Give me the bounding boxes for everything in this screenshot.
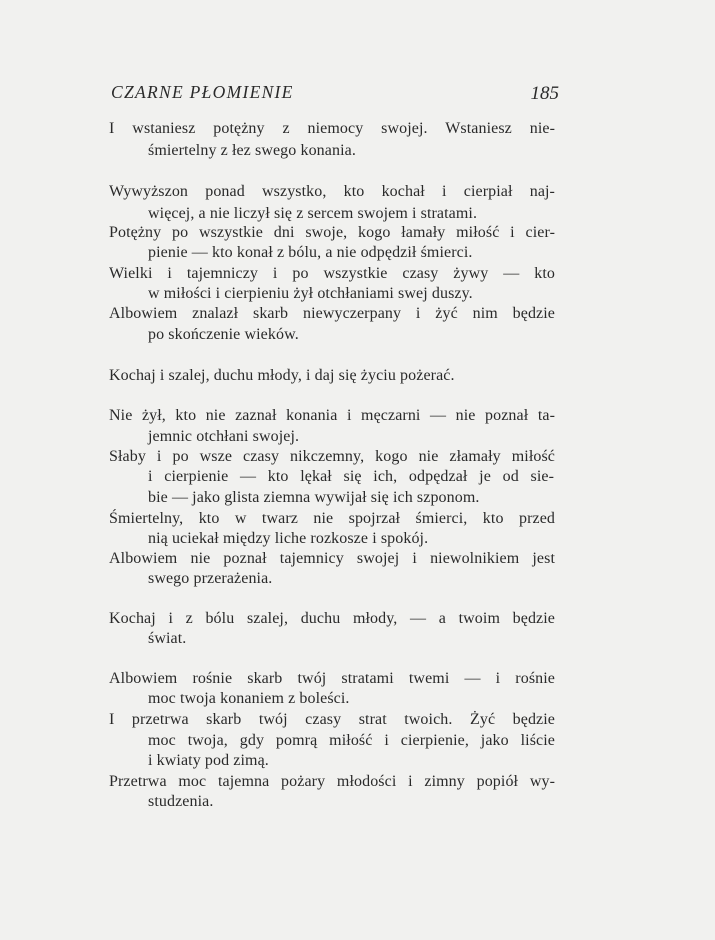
page-header	[111, 82, 559, 108]
text-line: i cierpienie — kto lękał się ich, odpędzał je od sie-	[148, 468, 554, 485]
text-line: Albowiem nie poznał tajemnicy swojej i niewolnikiem jest	[109, 550, 555, 567]
text-line: po skończenie wieków.	[148, 326, 299, 343]
text-line: I przetrwa skarb twój czasy strat twoich. Żyć będzie	[109, 711, 555, 728]
text-line: pienie — kto konał z bólu, a nie odpędził śmierci.	[148, 244, 473, 261]
page-number: 185	[530, 83, 559, 104]
text-line: moc twoja, gdy pomrą miłość i cierpienie, jako liście	[148, 732, 555, 749]
text-line: Albowiem znalazł skarb niewyczerpany i żyć nim będzie	[109, 305, 555, 322]
text-line: więcej, a nie liczył się z sercem swojem i stratami.	[148, 205, 478, 222]
text-line: Albowiem rośnie skarb twój stratami twemi — i rośnie	[109, 670, 555, 687]
text-line: Wywyższon ponad wszystko, kto kochał i cierpiał naj-	[109, 183, 555, 200]
text-line: w miłości i cierpieniu żył otchłaniami swej duszy.	[148, 285, 473, 302]
text-line: Kochaj i szalej, duchu młody, i daj się życiu pożerać.	[109, 367, 455, 384]
text-line: Przetrwa moc tajemna pożary młodości i zimny popiół wy-	[109, 773, 555, 790]
text-line: bie — jako glista ziemna wywijał się ich szponom.	[148, 489, 480, 506]
text-line: nią uciekał między liche rozkosze i spokój.	[148, 530, 429, 547]
text-line: Nie żył, kto nie zaznał konania i męczarni — nie poznał ta-	[109, 407, 555, 424]
text-line: jemnic otchłani swojej.	[148, 428, 300, 445]
text-line: śmiertelny z łez swego konania.	[148, 142, 356, 159]
text-line: swego przerażenia.	[148, 570, 273, 587]
text-line: Słaby i po wsze czasy nikczemny, kogo nie złamały miłość	[109, 448, 555, 465]
text-line: Potężny po wszystkie dni swoje, kogo łamały miłość i cier-	[109, 224, 555, 241]
text-line: Śmiertelny, kto w twarz nie spojrzał śmierci, kto przed	[109, 510, 555, 527]
text-line: Wielki i tajemniczy i po wszystkie czasy żywy — kto	[109, 265, 555, 282]
text-line: I wstaniesz potężny z niemocy swojej. Wstaniesz nie-	[109, 120, 555, 137]
text-line: Kochaj i z bólu szalej, duchu młody, — a twoim będzie	[109, 610, 555, 627]
text-line: studzenia.	[148, 793, 214, 810]
text-line: moc twoja konaniem z boleści.	[148, 690, 350, 707]
text-line: i kwiaty pod zimą.	[148, 752, 269, 769]
running-title: CZARNE PŁOMIENIE	[111, 82, 294, 102]
text-line: świat.	[148, 630, 187, 647]
